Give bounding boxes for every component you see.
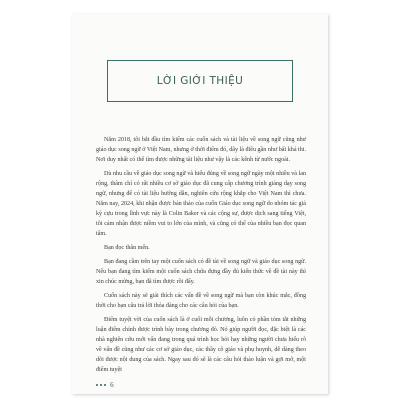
ornament-dots-icon — [96, 384, 106, 386]
paragraph: Cuốn sách này sẽ giải thích các vấn đề về song ngữ mà bạn còn khúc mắc, đồng thời cho bạn câu trả lời thỏa đáng cho các câu hỏi của bạn. — [96, 293, 306, 309]
paragraph: Dù nhu cầu về giáo dục song ngữ và hiểu đúng về song ngữ ngày một nhiều và lan rộng, thâm chí có rất nhiều cơ sở giáo dục đã cung cấp chương trình giảng dạy song ngữ, nhưng để có tài liệu hướng dẫn, nghiên cứu rộng khắp cho Việt Nam thì chưa. Năm nay, 2024, khi nhận được bản thảo của cuốn Giáo dục song ngữ do nhóm tác giả kỳ cựu trong lĩnh vực này là Colin Baker và các cộng sự, được dịch sang tiếng Việt, tôi cảm nhận được niềm vui to lớn của mình, và cũng có thể của nhiều bạn đọc quan tâm. — [96, 171, 306, 237]
page-number: 6 — [110, 381, 114, 389]
title-frame — [107, 60, 293, 102]
paragraph: Bạn đọc thân mến. — [104, 245, 150, 251]
book-page — [72, 14, 328, 394]
paragraph: Năm 2018, tôi bắt đầu tìm kiếm các cuốn sách và tài liệu về song ngữ cũng như giáo dục song ngữ ở Việt Nam, nhưng ở thời điểm đó, dây là điều gần như bất khả thi. Nơi duy nhất có thể tìm được những tài liệu như vậy là các kênh từ nước ngoài. — [96, 137, 307, 163]
body-text — [96, 135, 306, 379]
page-title: LỜI GIỚI THIỆU — [156, 75, 244, 87]
paragraph: Điểm tuyệt vời của cuốn sách là ở cuối mỗi chương, luôn có phần tóm tắt những luận điểm chính được trình bày trong chương đó. Nó giúp người đọc, đặc biệt là các nhà nghiên cứu mới vấn đang trong quá trình học hỏi hay những người chưa hiểu rõ về vấn đề cũng như các cơ sở giáo dục, các thầy cô giáo và phụ huynh, dễ dàng theo dõi được nội dung của sách. Ngay sau đó sẽ là các câu hỏi thảo luận và gợi mở, một điểm tuyệt — [96, 317, 306, 373]
paragraph: Bạn đang cầm trên tay một cuốn sách có đề tài về song ngữ và giáo dục song ngữ. Nếu bạn đang tìm kiếm một cuốn sách chứa đựng đầy đủ kiến thức về đề tài này thì xin chúc mừng, bạn đã tìm được rồi đấy. — [96, 259, 306, 285]
page-footer — [96, 381, 114, 389]
